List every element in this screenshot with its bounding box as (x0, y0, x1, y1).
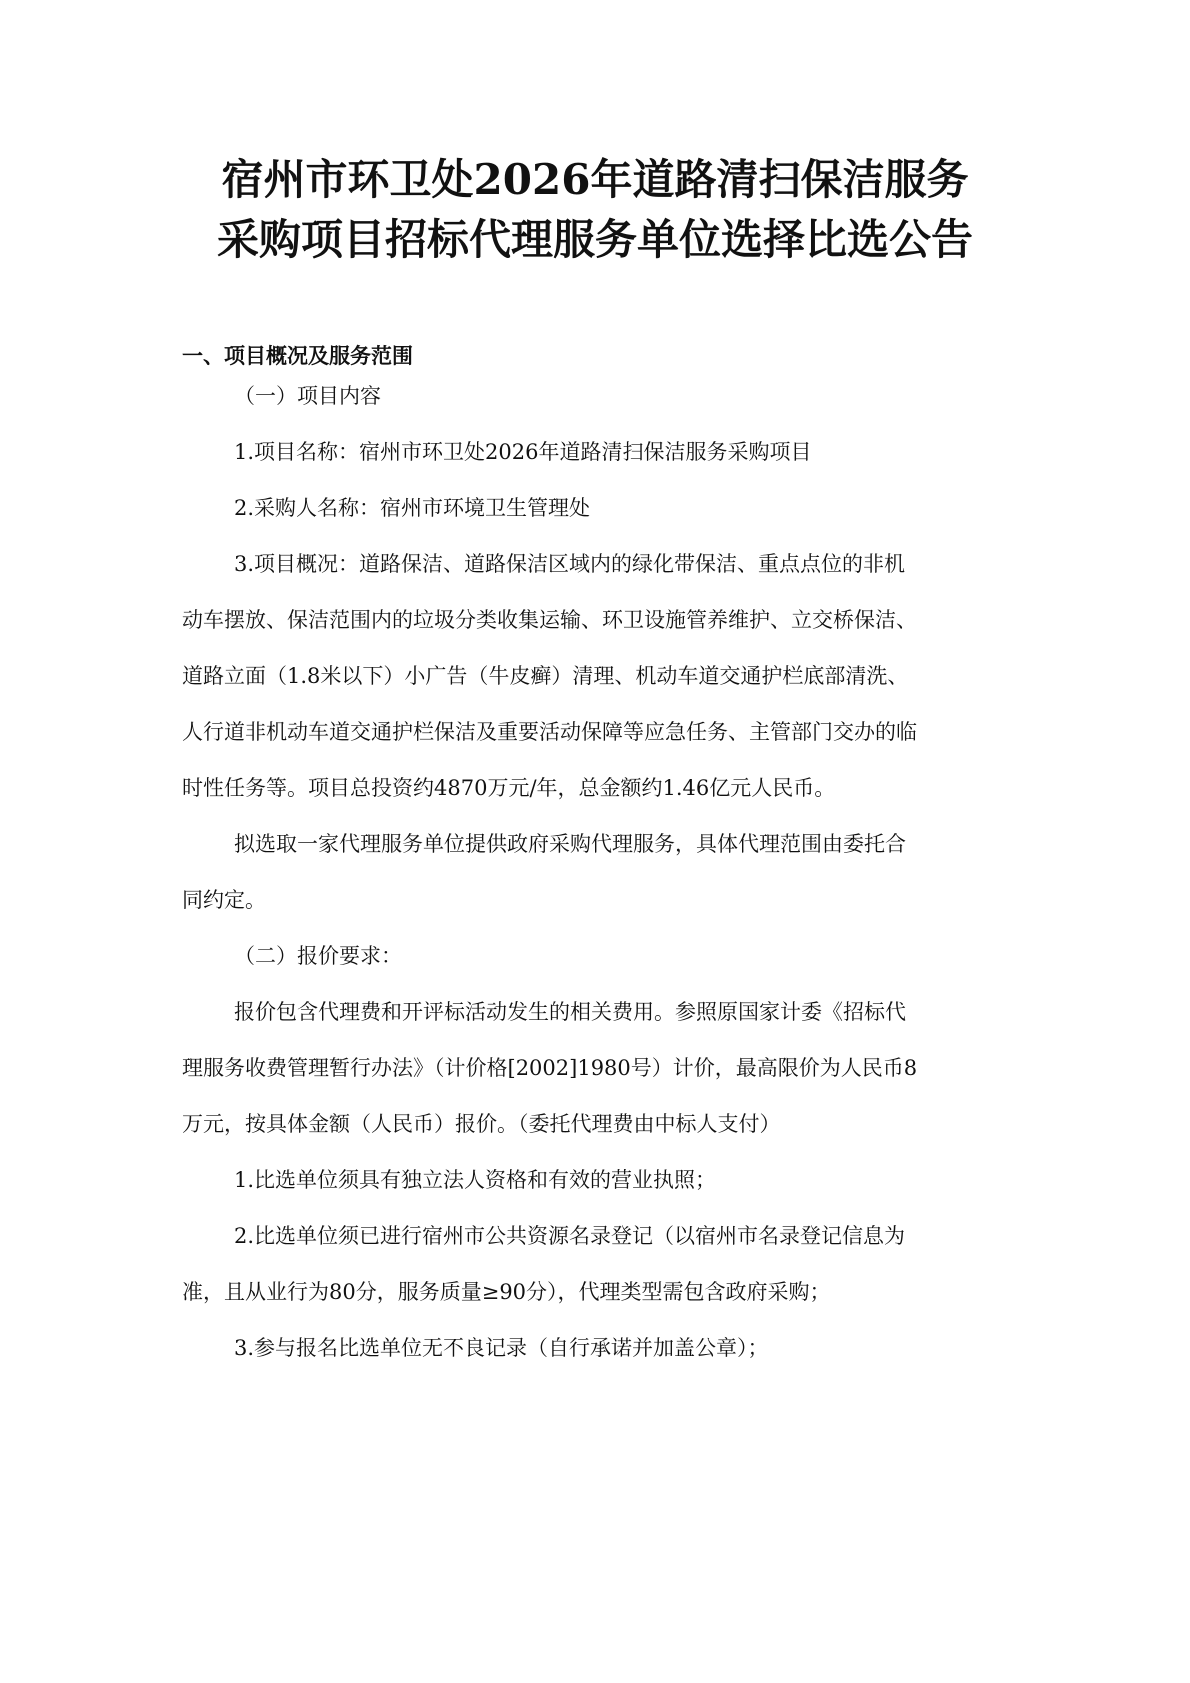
requirement-3: 3.参与报名比选单位无不良记录（自行承诺并加盖公章）； (234, 1336, 769, 1360)
requirement-2-line-2: 准，且从业行为80分，服务质量≥90分），代理类型需包含政府采购； (182, 1280, 831, 1304)
item-overview-line-1: 3.项目概况：道路保洁、道路保洁区域内的绿化带保洁、重点点位的非机 (234, 552, 906, 576)
item-overview-line-3: 道路立面（1.8米以下）小广告（牛皮癣）清理、机动车道交通护栏底部清洗、 (182, 664, 909, 688)
agent-scope-line-2: 同约定。 (182, 888, 266, 912)
requirement-1: 1.比选单位须具有独立法人资格和有效的营业执照； (234, 1168, 717, 1192)
item-overview-line-5: 时性任务等。项目总投资约4870万元/年，总金额约1.46亿元人民币。 (182, 776, 836, 800)
title-line-2: 采购项目招标代理服务单位选择比选公告 (216, 215, 973, 264)
item-project-name: 1.项目名称：宿州市环卫处2026年道路清扫保洁服务采购项目 (234, 440, 812, 464)
title-line-1: 宿州市环卫处2026年道路清扫保洁服务 (221, 155, 969, 204)
item-overview-line-4: 人行道非机动车道交通护栏保洁及重要活动保障等应急任务、主管部门交办的临 (182, 720, 917, 744)
agent-scope-line-1: 拟选取一家代理服务单位提供政府采购代理服务，具体代理范围由委托合 (234, 832, 906, 856)
item-overview-line-2: 动车摆放、保洁范围内的垃圾分类收集运输、环卫设施管养维护、立交桥保洁、 (182, 608, 917, 632)
subsection-1-heading: （一）项目内容 (234, 384, 381, 408)
quote-line-3: 万元，按具体金额（人民币）报价。（委托代理费由中标人支付） (182, 1112, 781, 1136)
document-title (120, 150, 1070, 270)
requirement-2-line-1: 2.比选单位须已进行宿州市公共资源名录登记（以宿州市名录登记信息为 (234, 1224, 906, 1248)
quote-line-2: 理服务收费管理暂行办法》（计价格[2002]1980号）计价，最高限价为人民币8 (182, 1056, 918, 1080)
item-purchaser-name: 2.采购人名称：宿州市环境卫生管理处 (234, 496, 591, 520)
section-1-heading: 一、项目概况及服务范围 (182, 343, 413, 368)
quote-line-1: 报价包含代理费和开评标活动发生的相关费用。参照原国家计委《招标代 (234, 1000, 906, 1024)
subsection-2-heading: （二）报价要求： (234, 944, 402, 968)
